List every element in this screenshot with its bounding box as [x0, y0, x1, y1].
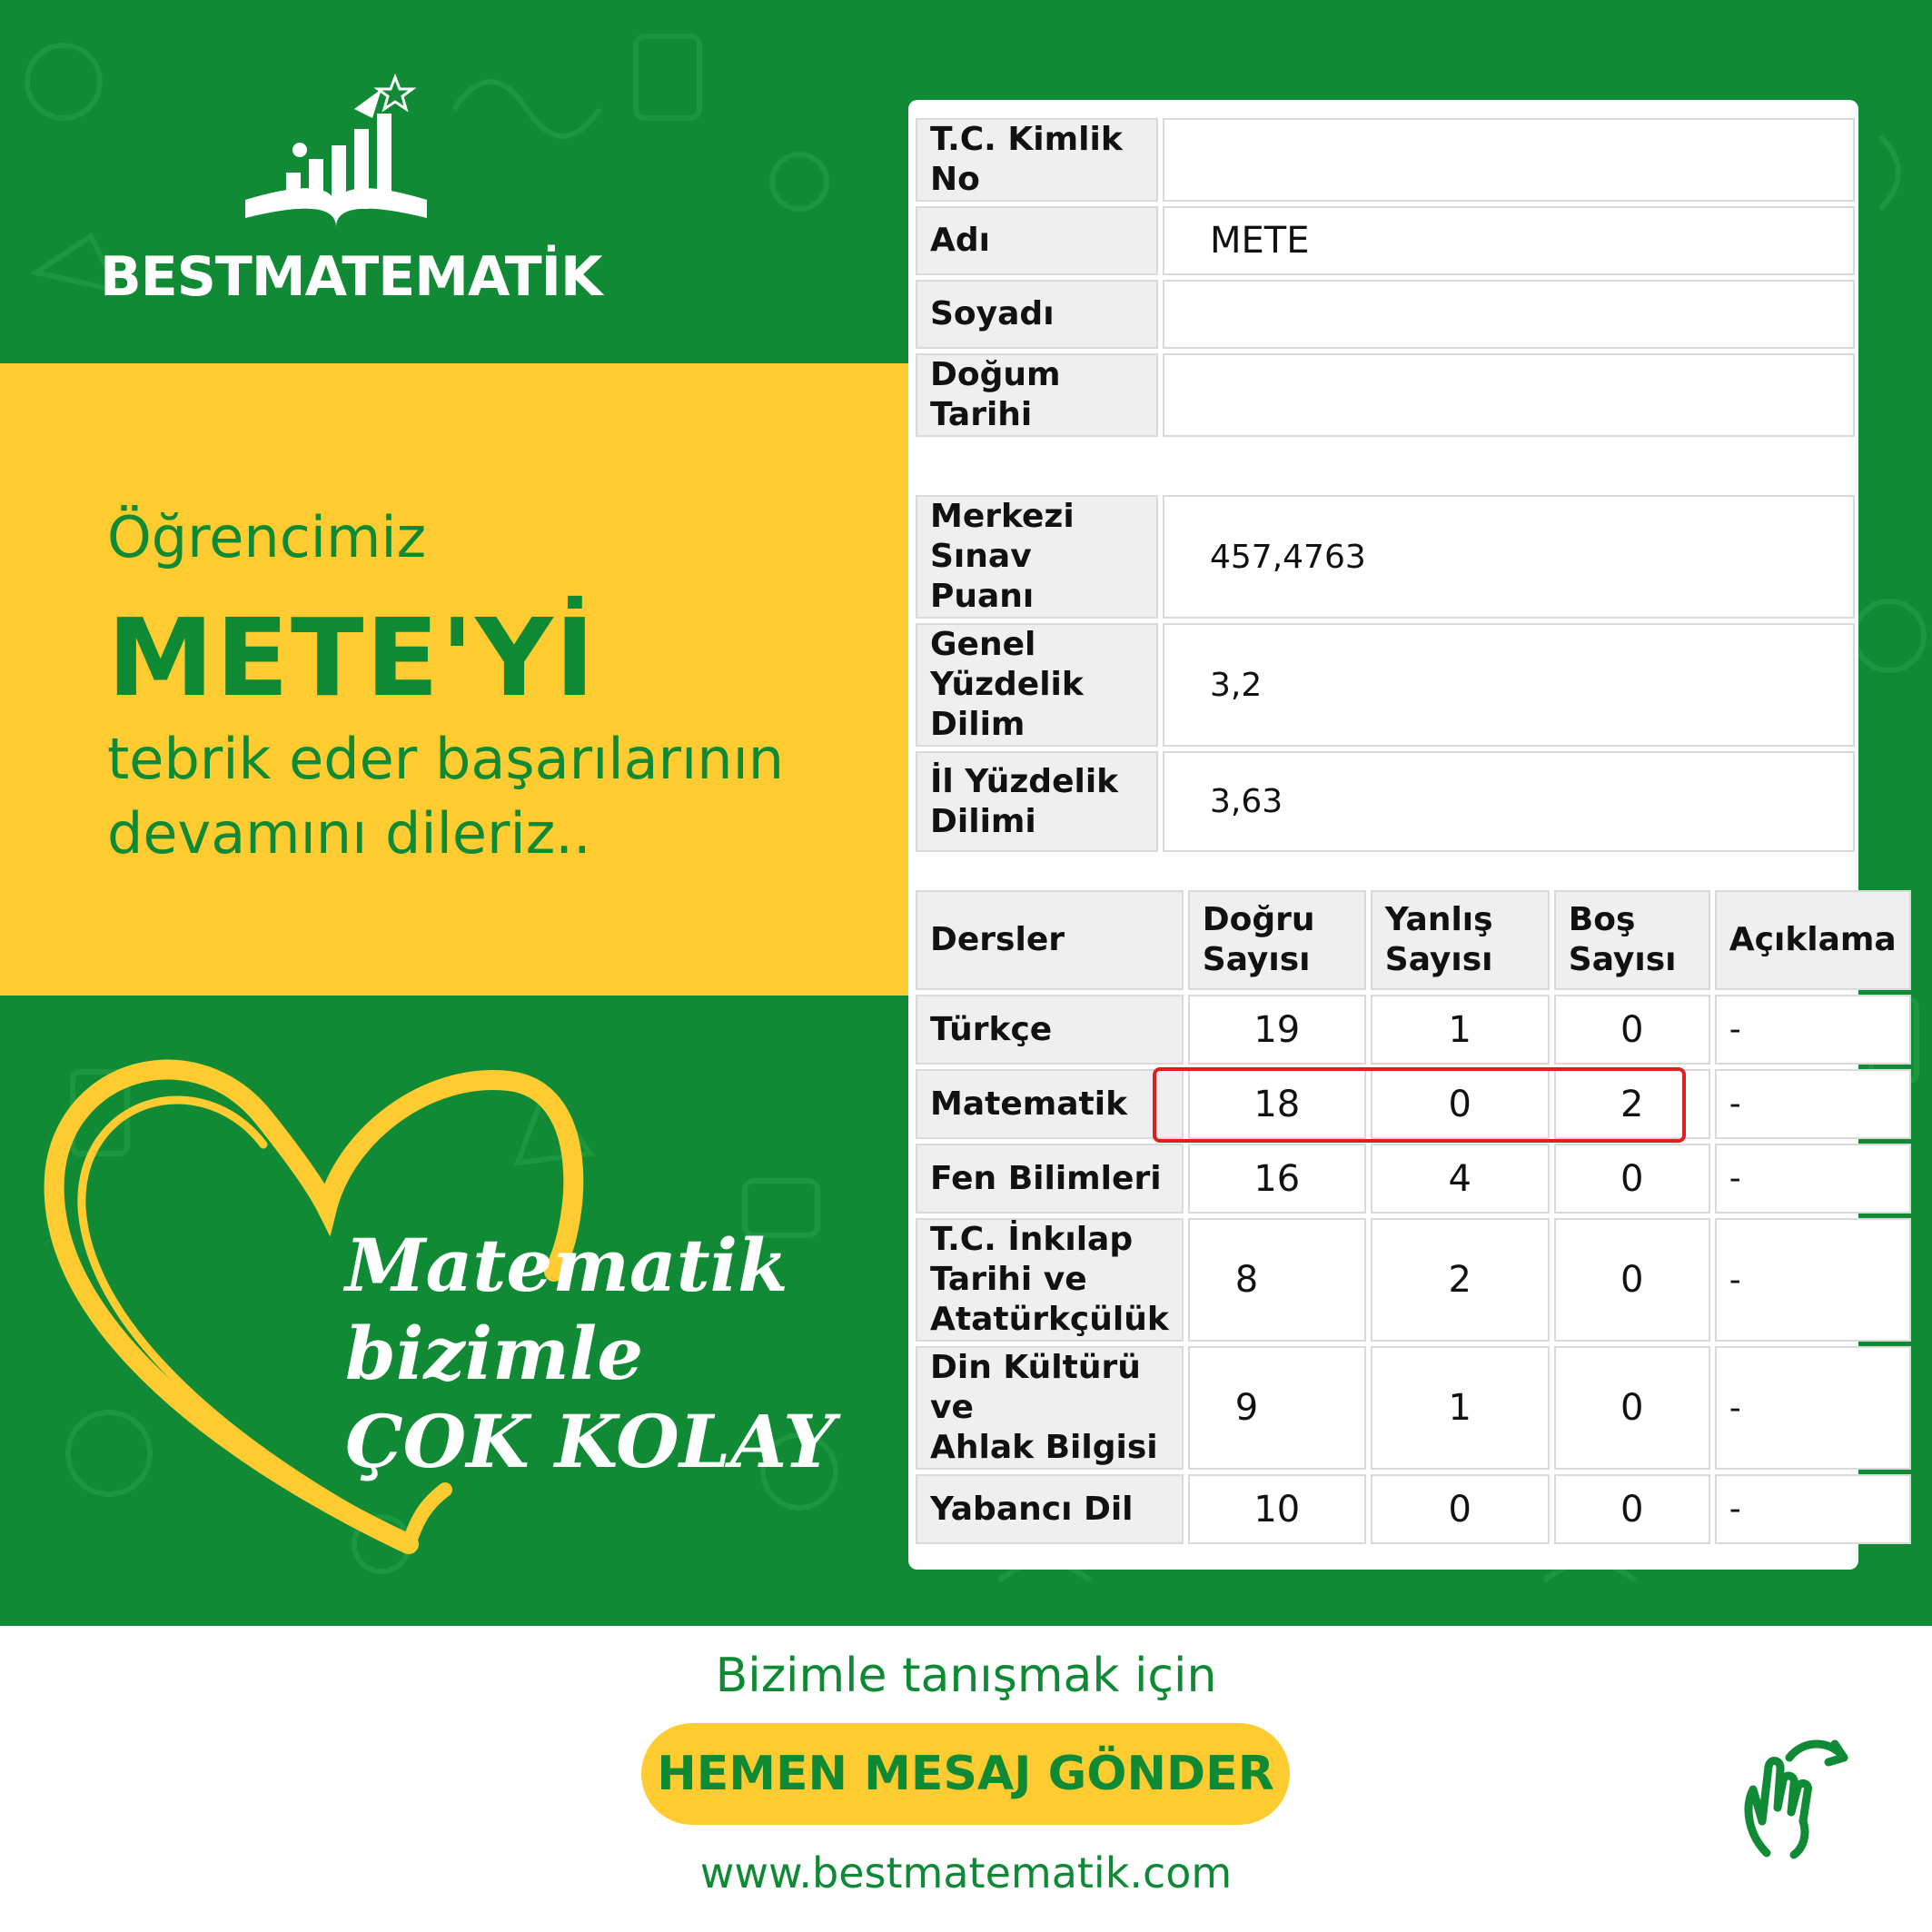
subject-name-line: Matematik [930, 1085, 1128, 1123]
cell-yanlis: 1 [1371, 995, 1550, 1065]
cta-title: Bizimle tanışmak için [715, 1649, 1217, 1703]
score-label-line-1: Merkezi Sınav [930, 498, 1075, 575]
subject-name-line: Ahlak Bilgisi [930, 1429, 1158, 1466]
column-header [1554, 890, 1710, 990]
info-row [916, 353, 1855, 437]
table-row [916, 1144, 1911, 1214]
slogan-line-1: Matematik [345, 1223, 788, 1308]
cell-bos: 0 [1554, 1218, 1710, 1342]
cell-yanlis: 1 [1371, 1346, 1550, 1470]
column-header [1715, 890, 1911, 990]
column-header-line-2: Sayısı [1384, 941, 1493, 978]
score-label-line-1: İl Yüzdelik [930, 762, 1119, 800]
column-header-line-1: Yanlış [1384, 901, 1493, 938]
subject-name-line: Fen Bilimleri [930, 1159, 1162, 1197]
greeting-message [107, 722, 784, 871]
info-value: METE [1163, 206, 1855, 275]
score-label-line-1: Genel [930, 626, 1036, 663]
score-label [916, 623, 1158, 747]
brand-logo [100, 73, 602, 318]
slogan [345, 1222, 835, 1486]
cell-dogru: 8 [1188, 1218, 1366, 1342]
subject-name-line: Atatürkçülük [930, 1301, 1169, 1338]
cell-dogru: 19 [1188, 995, 1366, 1065]
score-row [916, 623, 1855, 747]
cell-yanlis: 0 [1371, 1069, 1550, 1139]
cell-bos: 0 [1554, 1144, 1710, 1214]
score-label [916, 495, 1158, 619]
info-value [1163, 118, 1855, 202]
subject-name [916, 1346, 1184, 1470]
score-row [916, 495, 1855, 619]
column-header-line-2: Sayısı [1202, 941, 1311, 978]
subject-name [916, 1218, 1184, 1342]
greeting-line-3: devamını dileriz.. [107, 800, 591, 867]
subject-name-line: Yabancı Dil [930, 1490, 1134, 1528]
info-value [1163, 280, 1855, 349]
highlight-box-matematik [1153, 1067, 1686, 1143]
column-header [1188, 890, 1366, 990]
info-label: Doğum Tarihi [916, 353, 1158, 437]
column-header [1371, 890, 1550, 990]
cell-yanlis: 4 [1371, 1144, 1550, 1214]
website-link[interactable]: www.bestmatematik.com [699, 1848, 1233, 1897]
subject-name [916, 1144, 1184, 1214]
info-row [916, 206, 1855, 275]
cell-dogru: 10 [1188, 1474, 1366, 1544]
column-header-line-2: Sayısı [1568, 941, 1677, 978]
score-label-line-2: Puanı [930, 578, 1035, 615]
info-row [916, 280, 1855, 349]
cell-bos: 0 [1554, 1346, 1710, 1470]
subject-name [916, 1474, 1184, 1544]
subject-name-line: Tarihi ve [930, 1261, 1087, 1298]
cell-yanlis: 2 [1371, 1218, 1550, 1342]
score-table [911, 490, 1859, 857]
student-name-headline: METE'Yİ [107, 595, 597, 720]
column-header [916, 890, 1184, 990]
book-growth-logo-icon [100, 73, 572, 245]
pointing-hand-icon [1730, 1735, 1858, 1862]
cell-bos: 0 [1554, 1474, 1710, 1544]
subject-name-line: Türkçe [930, 1010, 1053, 1048]
table-row [916, 995, 1911, 1065]
cell-bos: 2 [1554, 1069, 1710, 1139]
student-info-table [911, 114, 1859, 441]
column-header-line-1: Dersler [930, 921, 1065, 958]
cell-yanlis: 0 [1371, 1474, 1550, 1544]
subjects-table [911, 886, 1916, 1549]
greeting-line-2: tebrik eder başarılarının [107, 726, 785, 792]
score-value: 3,63 [1163, 751, 1855, 852]
cell-aciklama: - [1715, 1144, 1911, 1214]
greeting-line-1: Öğrencimiz [107, 504, 427, 570]
score-value: 457,4763 [1163, 495, 1855, 619]
subject-name-line: Din Kültürü ve [930, 1349, 1141, 1426]
brand-name: BESTMATEMATİK [100, 245, 602, 309]
table-row [916, 1346, 1911, 1470]
cell-dogru: 9 [1188, 1346, 1366, 1470]
info-value [1163, 353, 1855, 437]
table-row [916, 1218, 1911, 1342]
slogan-line-3: ÇOK KOLAY [345, 1399, 836, 1484]
table-row [916, 1474, 1911, 1544]
cell-bos: 0 [1554, 995, 1710, 1065]
info-row [916, 118, 1855, 202]
column-header-line-1: Doğru [1202, 901, 1315, 938]
cell-aciklama: - [1715, 995, 1911, 1065]
send-message-button[interactable]: HEMEN MESAJ GÖNDER [641, 1723, 1290, 1825]
column-header-line-1: Açıklama [1729, 921, 1897, 958]
column-header-line-1: Boş [1568, 901, 1636, 938]
subject-name-line: T.C. İnkılap [930, 1221, 1134, 1258]
cell-aciklama: - [1715, 1069, 1911, 1139]
slogan-line-2: bizimle [345, 1311, 644, 1396]
cell-aciklama: - [1715, 1346, 1911, 1470]
score-label-line-2: Dilimi [930, 802, 1036, 840]
info-label: T.C. Kimlik No [916, 118, 1158, 202]
info-label: Soyadı [916, 280, 1158, 349]
score-label-line-2: Yüzdelik Dilim [930, 666, 1084, 743]
score-label [916, 751, 1158, 852]
info-label: Adı [916, 206, 1158, 275]
cell-dogru: 16 [1188, 1144, 1366, 1214]
score-row [916, 751, 1855, 852]
cell-aciklama: - [1715, 1474, 1911, 1544]
subject-name [916, 995, 1184, 1065]
cell-dogru: 18 [1188, 1069, 1366, 1139]
score-value: 3,2 [1163, 623, 1855, 747]
subject-name [916, 1069, 1184, 1139]
cell-aciklama: - [1715, 1218, 1911, 1342]
